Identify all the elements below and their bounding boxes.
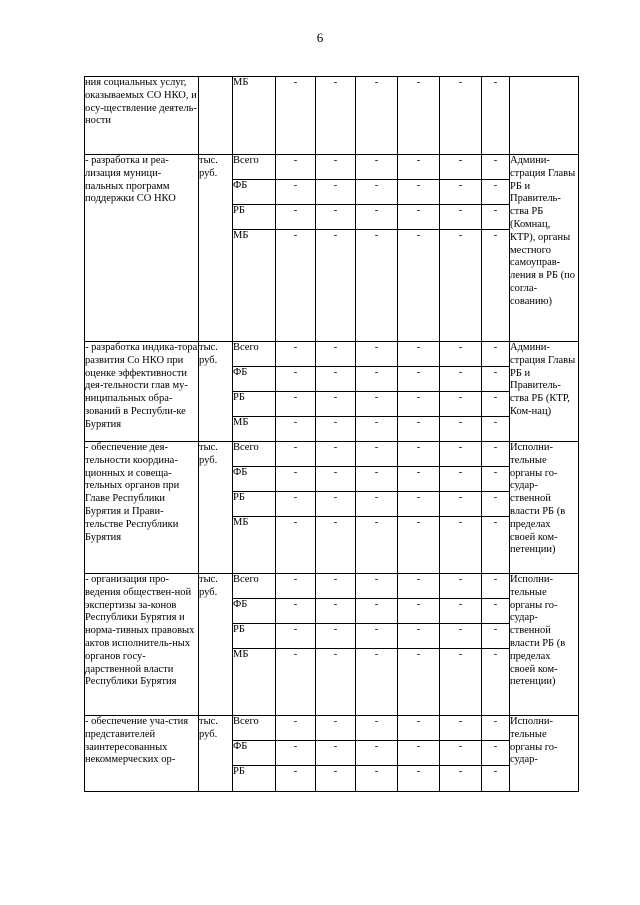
value-cell: - (398, 442, 440, 467)
activity-name: - обеспечение уча-стия представителей заинтересованных некоммерческих ор- (85, 716, 199, 792)
value-cell: - (356, 517, 398, 574)
value-cell: - (276, 766, 316, 792)
value-cell: - (482, 492, 510, 517)
value-cell: - (440, 367, 482, 392)
value-cell: - (482, 155, 510, 180)
value-cell: - (276, 230, 316, 342)
value-cell: - (440, 205, 482, 230)
value-cell: - (276, 492, 316, 517)
value-cell: - (482, 367, 510, 392)
value-cell: - (316, 442, 356, 467)
value-cell: - (398, 716, 440, 741)
value-cell: - (398, 517, 440, 574)
value-cell: - (440, 342, 482, 367)
value-cell: - (356, 624, 398, 649)
funding-source: Всего (233, 442, 276, 467)
funding-source: МБ (233, 77, 276, 155)
unit-cell (199, 77, 233, 155)
unit-cell: тыс. руб. (199, 442, 233, 574)
executor-cell: Админи-страция Главы РБ и Правитель-ства РБ (КТР, Ком-нац) (510, 342, 579, 442)
value-cell: - (276, 342, 316, 367)
value-cell: - (276, 180, 316, 205)
value-cell: - (440, 155, 482, 180)
value-cell: - (356, 392, 398, 417)
value-cell: - (316, 467, 356, 492)
executor-cell: Исполни-тельные органы го-судар-ственной власти РБ (в пределах своей ком-петенции) (510, 574, 579, 716)
value-cell: - (440, 77, 482, 155)
value-cell: - (440, 766, 482, 792)
value-cell: - (316, 716, 356, 741)
activity-name: - организация про-ведения обществен-ной экспертизы за-конов Республики Бурятия и норма-тивных правовых актов исполнитель-ных органов госу-дарственной власти Республики Бурятия (85, 574, 199, 716)
value-cell: - (440, 599, 482, 624)
funding-source: РБ (233, 205, 276, 230)
executor-cell: Исполни-тельные органы го-судар-ственной власти РБ (в пределах своей ком-петенции) (510, 442, 579, 574)
value-cell: - (356, 205, 398, 230)
program-table (84, 76, 579, 792)
value-cell: - (356, 467, 398, 492)
value-cell: - (482, 517, 510, 574)
value-cell: - (440, 624, 482, 649)
value-cell: - (398, 649, 440, 716)
value-cell: - (482, 741, 510, 766)
value-cell: - (316, 741, 356, 766)
value-cell: - (356, 716, 398, 741)
value-cell: - (356, 77, 398, 155)
table-row (85, 77, 579, 155)
value-cell: - (316, 77, 356, 155)
value-cell: - (482, 180, 510, 205)
value-cell: - (482, 766, 510, 792)
value-cell: - (482, 77, 510, 155)
funding-source: МБ (233, 649, 276, 716)
value-cell: - (440, 230, 482, 342)
funding-source: Всего (233, 155, 276, 180)
value-cell: - (316, 205, 356, 230)
value-cell: - (398, 492, 440, 517)
value-cell: - (316, 649, 356, 716)
unit-cell: тыс. руб. (199, 342, 233, 442)
value-cell: - (398, 624, 440, 649)
value-cell: - (482, 716, 510, 741)
value-cell: - (482, 205, 510, 230)
value-cell: - (440, 442, 482, 467)
funding-source: ФБ (233, 180, 276, 205)
table-row (85, 342, 579, 367)
value-cell: - (276, 649, 316, 716)
value-cell: - (440, 649, 482, 716)
funding-source: РБ (233, 392, 276, 417)
funding-source: ФБ (233, 367, 276, 392)
funding-source: ФБ (233, 599, 276, 624)
value-cell: - (356, 442, 398, 467)
executor-cell (510, 77, 579, 155)
value-cell: - (316, 517, 356, 574)
funding-source: Всего (233, 342, 276, 367)
funding-source: МБ (233, 517, 276, 574)
funding-source: ФБ (233, 741, 276, 766)
value-cell: - (398, 574, 440, 599)
value-cell: - (440, 492, 482, 517)
value-cell: - (356, 649, 398, 716)
value-cell: - (316, 766, 356, 792)
value-cell: - (482, 230, 510, 342)
value-cell: - (398, 417, 440, 442)
value-cell: - (398, 230, 440, 342)
value-cell: - (440, 417, 482, 442)
value-cell: - (440, 467, 482, 492)
value-cell: - (482, 624, 510, 649)
value-cell: - (398, 342, 440, 367)
activity-name: - разработка и реа-лизация муници-пальных программ поддержки СО НКО (85, 155, 199, 342)
value-cell: - (276, 205, 316, 230)
value-cell: - (440, 716, 482, 741)
value-cell: - (316, 155, 356, 180)
value-cell: - (356, 342, 398, 367)
table-row (85, 574, 579, 599)
value-cell: - (440, 741, 482, 766)
value-cell: - (276, 77, 316, 155)
value-cell: - (398, 155, 440, 180)
table-row (85, 442, 579, 467)
value-cell: - (316, 180, 356, 205)
funding-source: РБ (233, 492, 276, 517)
funding-source: МБ (233, 417, 276, 442)
value-cell: - (276, 467, 316, 492)
value-cell: - (316, 417, 356, 442)
value-cell: - (440, 180, 482, 205)
activity-name: - разработка индика-тора развития Со НКО при оценке эффективности дея-тельности глав му-ниципальных обра-зований в Республи-ке Бурятия (85, 342, 199, 442)
value-cell: - (316, 392, 356, 417)
value-cell: - (316, 230, 356, 342)
value-cell: - (276, 392, 316, 417)
value-cell: - (316, 367, 356, 392)
value-cell: - (482, 342, 510, 367)
unit-cell: тыс. руб. (199, 155, 233, 342)
value-cell: - (276, 599, 316, 624)
value-cell: - (356, 766, 398, 792)
value-cell: - (482, 392, 510, 417)
value-cell: - (482, 574, 510, 599)
value-cell: - (276, 716, 316, 741)
value-cell: - (316, 624, 356, 649)
activity-name: ния социальных услуг, оказываемых СО НКО, и осу-ществление деятель-ности (85, 77, 199, 155)
value-cell: - (316, 574, 356, 599)
value-cell: - (316, 492, 356, 517)
value-cell: - (398, 599, 440, 624)
value-cell: - (356, 599, 398, 624)
value-cell: - (276, 574, 316, 599)
value-cell: - (482, 442, 510, 467)
value-cell: - (276, 417, 316, 442)
funding-source: Всего (233, 716, 276, 741)
value-cell: - (440, 392, 482, 417)
unit-cell: тыс. руб. (199, 716, 233, 792)
value-cell: - (356, 367, 398, 392)
value-cell: - (482, 467, 510, 492)
table-row (85, 155, 579, 180)
activity-name: - обеспечение дея-тельности координа-ционных и совеща-тельных органов при Главе Республики Бурятия и Прави-тельстве Республики Бурятия (85, 442, 199, 574)
funding-source: РБ (233, 766, 276, 792)
value-cell: - (398, 766, 440, 792)
funding-source: МБ (233, 230, 276, 342)
value-cell: - (316, 342, 356, 367)
value-cell: - (356, 741, 398, 766)
page-number: 6 (316, 30, 324, 45)
value-cell: - (316, 599, 356, 624)
value-cell: - (276, 442, 316, 467)
value-cell: - (356, 417, 398, 442)
value-cell: - (398, 77, 440, 155)
value-cell: - (398, 367, 440, 392)
funding-source: РБ (233, 624, 276, 649)
value-cell: - (440, 517, 482, 574)
value-cell: - (440, 574, 482, 599)
executor-cell: Админи-страция Главы РБ и Правитель-ства РБ (Комнац, КТР), органы местного самоуправ-ления в РБ (по согла-сованию) (510, 155, 579, 342)
value-cell: - (398, 467, 440, 492)
unit-cell: тыс. руб. (199, 574, 233, 716)
funding-source: Всего (233, 574, 276, 599)
value-cell: - (482, 417, 510, 442)
value-cell: - (276, 624, 316, 649)
executor-cell: Исполни-тельные органы го-судар- (510, 716, 579, 792)
value-cell: - (276, 155, 316, 180)
value-cell: - (356, 180, 398, 205)
value-cell: - (482, 599, 510, 624)
funding-source: ФБ (233, 467, 276, 492)
value-cell: - (276, 367, 316, 392)
value-cell: - (398, 180, 440, 205)
table-row (85, 716, 579, 741)
value-cell: - (356, 230, 398, 342)
value-cell: - (398, 205, 440, 230)
value-cell: - (356, 492, 398, 517)
value-cell: - (356, 574, 398, 599)
value-cell: - (276, 741, 316, 766)
value-cell: - (398, 392, 440, 417)
value-cell: - (398, 741, 440, 766)
value-cell: - (356, 155, 398, 180)
value-cell: - (482, 649, 510, 716)
value-cell: - (276, 517, 316, 574)
